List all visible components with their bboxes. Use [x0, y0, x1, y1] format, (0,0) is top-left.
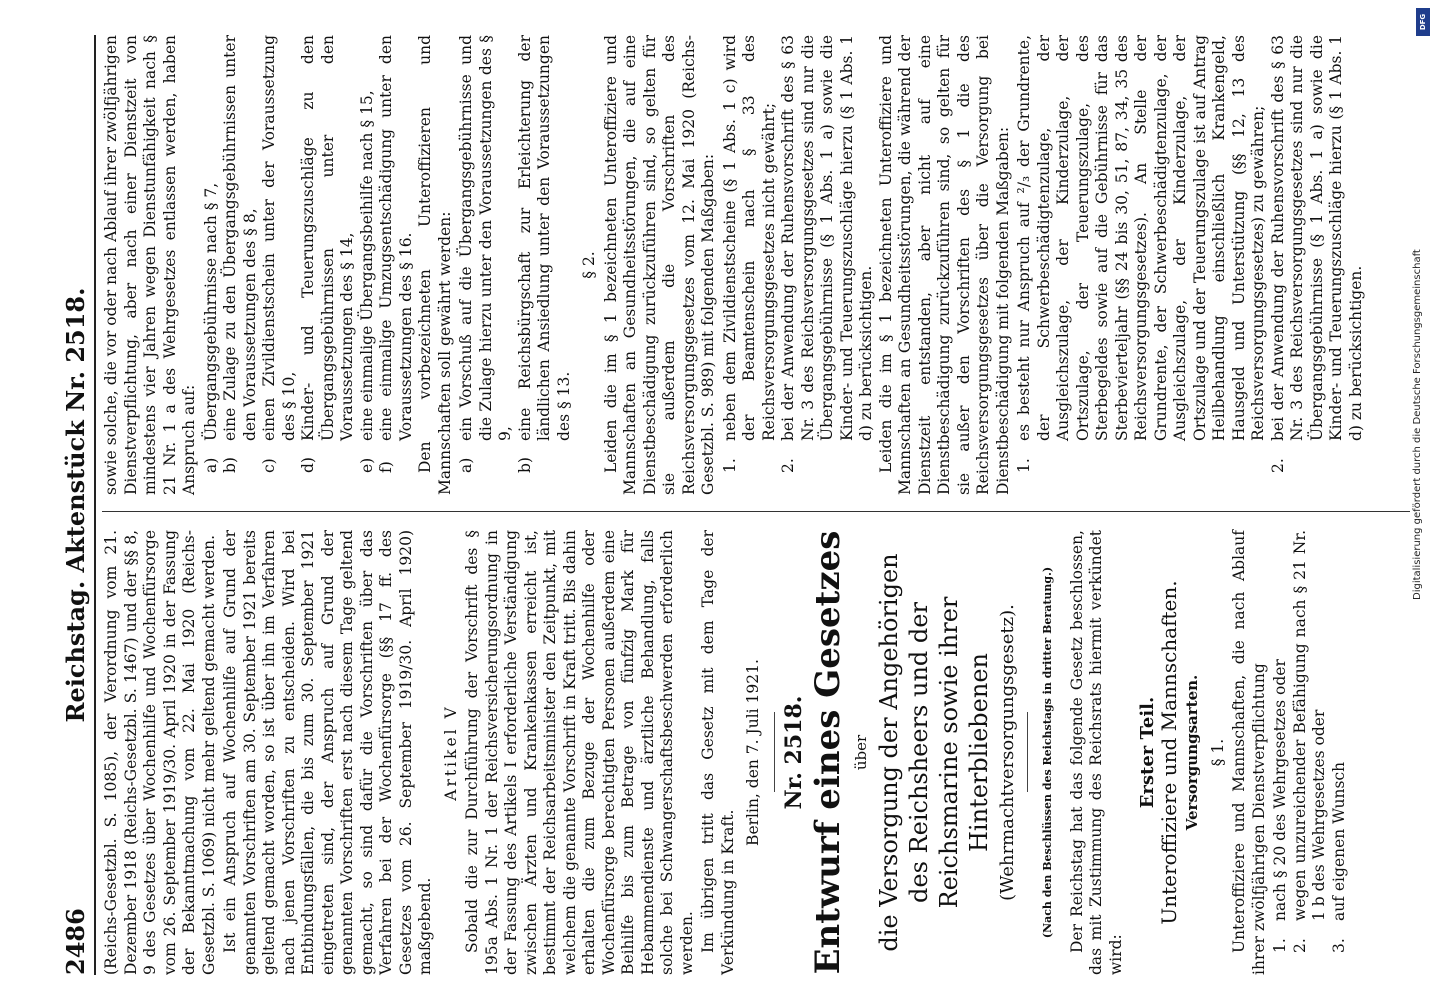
paragraph: Ist ein Anspruch auf Wochenhilfe auf Grund der genannten Vorschriften am 30. September 1921 bereits geltend gemacht worden, so ist über ihn im Verfahren nach jenen Vorschriften zu entscheiden. Wird bei Entbindungsfällen, die bis zum 30. September 1921 eingetreten sind, der Anspruch auf Grund der genannten Vorschriften erst nach diesem Tage geltend gemacht, so sind dafür die Vorschriften über das Verfahren bei der Wochenfürsorge (§§ 17 ff. des Gesetzes vom 26. September 1919/30. April 1920) maßgebend. [221, 530, 434, 975]
document-number: Nr. 2518. [780, 695, 807, 810]
paragraph: Der Reichstag hat das folgende Gesetz beschlossen, das mit Zustimmung des Reichsrats hiermit verkündet wird: [1067, 530, 1125, 975]
paragraph: (Reichs-Gesetzbl. S. 1085), der Verordnung vom 21. Dezember 1918 (Reichs-Gesetzbl. S. 1467) und der §§ 8, 9 des Gesetzes über Wochenhilfe und Wochenfürsorge vom 26. September 1919/30. April 1920 in der Fassung der Bekanntmachung vom 22. Mai 1920 (Reichs-Gesetzbl. S. 1069) nicht mehr geltend gemacht werden. [102, 530, 218, 975]
list-item: b) eine Zulage zu den Übergangsgebührnissen unter den Voraussetzungen des § 8, [221, 35, 259, 473]
dfg-logo-icon: DFG [1416, 8, 1430, 36]
digitization-credit: Digitalisierung gefördert durch die Deutsche Forschungsgemeinschaft [1412, 249, 1423, 600]
list-item: d) Kinder- und Teuerungszuschläge zu den Übergangsgebührnissen unter den Voraussetzungen des § 14, [299, 35, 356, 473]
section-heading: Versorgungsarten. [1183, 674, 1201, 831]
list-item: 1. nach § 20 des Wehrgesetzes oder [1271, 659, 1289, 953]
list-item: 1. es besteht nur Anspruch auf ²/₃ der Grundrente, der Schwerbeschädigtenzulage, der Ausgleichszulage, der Kinderzulage, der Ortszulage, der Teuerungszulage, des Sterbegeldes sowie auf die Gebührnisse für das Sterbevierteljahr (§§ 24 bis 30, 51, 87, 34, 35 des Reichsversorgungsgesetzes). An Stelle der Grundrente, der Schwerbeschädigtenzulage, der Ausgleichszulage, der Kinderzulage, der Ortszulage und der Teuerungszulage ist auf Antrag Heilbehandlung einschließlich Krankengeld, Hausgeld und Unterstützung (§§ 12, 13 des Reichsversorgungsgesetzes) zu gewähren; [1015, 35, 1267, 473]
paragraph: Im übrigen tritt das Gesetz mit dem Tage der Verkündung in Kraft. [699, 530, 737, 975]
date-line: Berlin, den 7. Juli 1921. [744, 659, 762, 846]
document-page [50, 35, 1410, 975]
page-header [50, 35, 90, 975]
left-column [102, 530, 1410, 975]
paragraph: Sobald die zur Durchführung der Vorschrift des § 195a Abs. 1 Nr. 1 der Reichsversicherungsordnung in der Fassung des Artikels I erforderliche Verständigung zwischen Ärzten und Krankenkassen erreicht ist, bestimmt der Reichsarbeitsminister den Zeitpunkt, mit welchem die genannte Vorschrift in Kraft tritt. Bis dahin erhalten die zum Bezuge der Wochenhilfe oder Wochenfürsorge berechtigten Personen außerdem eine Beihilfe bis zum Betrage von fünfzig Mark für Hebammendienste und ärztliche Behandlung, falls solche bei Schwangerschaftsbeschwerden erforderlich werden. [463, 530, 696, 975]
paragraph: Leiden die im § 1 bezeichneten Unteroffiziere und Mannschaften an Gesundheitsstörungen, die während der Dienstzeit entstanden, aber nicht auf eine Dienstbeschädigung zurückzuführen sind, so gelten für sie außer den Vorschriften des § 1 die des Reichsversorgungsgesetzes über die Versorgung bei Dienstbeschädigung mit folgenden Maßgaben: [876, 35, 1012, 495]
paragraph-number: § 1. [1208, 738, 1227, 767]
paragraph: Unteroffiziere und Mannschaften, die nach Ablauf ihrer zwölfjährigen Dienstverpflichtung [1230, 530, 1268, 975]
list-item: f) eine einmalige Umzugsentschädigung unter den Voraussetzungen des § 16. [377, 35, 415, 473]
list-item: 2. bei der Anwendung der Ruhensvorschrift des § 63 Nr. 3 des Reichsversorgungsgesetzes sind nur die Übergangsgebührnisse (§ 1 Abs. 1 a) sowie die Kinder- und Teuerungszuschläge hierzu (§ 1 Abs. 1 d) zu berücksichtigen. [779, 35, 875, 473]
list-item: c) einen Zivildienstschein unter der Voraussetzung des § 10, [260, 35, 298, 473]
page-number: 2486 [61, 908, 90, 975]
part-heading: Erster Teil. [1137, 696, 1158, 809]
list-item: 1. neben dem Zivildienstscheine (§ 1 Abs. 1 c) wird der Beamtenschein nach § 33 des Reichsversorgungsgesetzes nicht gewährt; [720, 35, 778, 473]
header-rule [94, 35, 96, 975]
law-subtitle: die Versorgung der Angehörigen des Reichsheers und der Reichsmarine sowie ihrer Hinterbliebenen [874, 553, 993, 952]
list-item: 3. auf eigenen Wunsch [1329, 761, 1348, 953]
part-subheading: Unteroffiziere und Mannschaften. [1156, 580, 1181, 925]
list-item: 2. bei der Anwendung der Ruhensvorschrift des § 63 Nr. 3 des Reichsversorgungsgesetzes sind nur die Übergangsgebührnisse (§ 1 Abs. 1 a) sowie die Kinder- und Teuerungszuschläge hierzu (§ 1 Abs. 1 d) zu berücksichtigen. [1268, 35, 1365, 473]
list-item: e) eine einmalige Übergangsbeihilfe nach § 15, [357, 90, 376, 473]
divider [774, 713, 775, 793]
article-heading: Artikel V [441, 704, 460, 801]
list-item: 2. wegen unzureichender Befähigung nach § 21 Nr. 1 b des Wehrgesetzes oder [1290, 530, 1328, 953]
paragraph: Den vorbezeichneten Unteroffizieren und Mannschaften soll gewährt werden: [416, 35, 454, 495]
list-item: a) ein Vorschuß auf die Übergangsgebührnisse und die Zulage hierzu unter den Voraussetzungen des § 9, [457, 35, 514, 473]
right-column [102, 35, 1410, 495]
divider [1027, 713, 1028, 793]
paragraph: Leiden die im § 1 bezeichneten Unteroffiziere und Mannschaften an Gesundheitsstörungen, die auf eine Dienstbeschädigung zurückzuführen sind, so gelten für sie außerdem die Vorschriften des Reichsversorgungsgesetzes vom 12. Mai 1920 (Reichs-Gesetzbl. S. 989) mit folgenden Maßgaben: [601, 35, 717, 495]
digitization-sidebar [1408, 10, 1430, 990]
title-connector: über [852, 734, 870, 771]
column-divider [102, 511, 1410, 512]
reading-note: (Nach den Beschlüssen des Reichstags in dritter Beratung.) [1041, 566, 1054, 939]
list-item: a) Übergangsgebührnisse nach § 7, [201, 182, 220, 473]
list-item: b) eine Reichsbürgschaft zur Erleichterung der ländlichen Ansiedlung unter den Voraussetzungen des § 13. [515, 35, 573, 473]
page-title: Reichstag. Aktenstück Nr. 2518. [61, 287, 90, 723]
law-title: Entwurf eines Gesetzes [808, 530, 848, 975]
paragraph: sowie solche, die vor oder nach Ablauf ihrer zwölfjährigen Dienstverpflichtung, aber nach einer Dienstzeit von mindestens vier Jahren wegen Dienstunfähigkeit nach § 21 Nr. 1 a des Wehrgesetzes entlassen werden, haben Anspruch auf: [102, 35, 198, 495]
law-short-name: (Wehrmachtversorgungsgesetz). [996, 604, 1018, 901]
paragraph-number: § 2. [580, 251, 598, 279]
